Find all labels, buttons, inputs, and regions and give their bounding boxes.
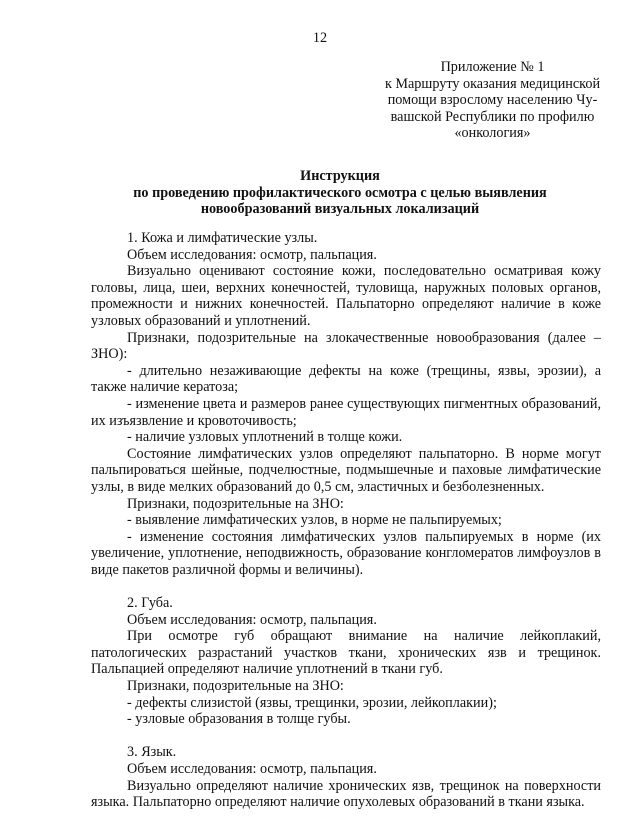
paragraph: - дефекты слизистой (язвы, трещинки, эрозии, лейкоплакии); <box>127 694 497 711</box>
appendix-line: «онкология» <box>454 125 531 141</box>
paragraph: Признаки, подозрительные на злокачественные новообразования (далее – ЗНО): <box>91 329 601 363</box>
paragraph: Состояние лимфатических узлов определяют пальпаторно. В норме могут пальпироваться шейные, подчелюстные, подмышечные и паховые лимфатические узлы, в виде мелких образований до 0,5 см, эластичных и безболезненных. <box>91 445 601 495</box>
title-line: новообразований визуальных локализаций <box>200 201 480 217</box>
paragraph: При осмотре губ обращают внимание на наличие лейкоплакий, патологических разрастаний участков ткани, хронических язв и трещинок. Пальпацией определяют наличие уплотнений в ткани губ. <box>91 628 601 678</box>
paragraph: - изменение цвета и размеров ранее существующих пигментных образований, их изъязвление и кровоточивость; <box>91 395 601 429</box>
paragraph: - изменение состояния лимфатических узлов пальпируемых в норме (их увеличение, уплотнение, неподвижность, образование конгломератов лимфоузлов в виде пакетов различной формы и величины). <box>91 528 601 578</box>
paragraph: Признаки, подозрительные на ЗНО: <box>127 495 344 512</box>
paragraph: - длительно незаживающие дефекты на коже (трещины, язвы, эрозии), а также наличие кератоза; <box>91 362 601 396</box>
paragraph: - выявление лимфатических узлов, в норме не пальпируемых; <box>127 512 502 529</box>
appendix-line: помощи взрослому населению Чу- <box>387 92 598 108</box>
paragraph: - узловые образования в толще губы. <box>127 711 351 728</box>
title-line: Инструкция <box>300 168 380 184</box>
paragraph: Визуально оценивают состояние кожи, последовательно осматривая кожу головы, лица, шеи, верхних конечностей, туловища, наружных половых органов, промежности и нижних конечностей. Пальпаторно определяют наличие в коже узловых образований и уплотнений. <box>91 263 601 329</box>
paragraph: Признаки, подозрительные на ЗНО: <box>127 678 344 695</box>
paragraph: Визуально определяют наличие хронических язв, трещинок на поверхности языка. Пальпаторно определяют наличие опухолевых образований в ткани языка. <box>91 777 601 811</box>
appendix-header <box>380 59 605 142</box>
title-line: по проведению профилактического осмотра с целью выявления <box>133 184 547 201</box>
paragraph: Объем исследования: осмотр, пальпация. <box>127 761 377 777</box>
paragraph: - наличие узловых уплотнений в толще кожи. <box>127 429 403 446</box>
section-heading: 1. Кожа и лимфатические узлы. <box>127 230 318 246</box>
appendix-line: к Маршруту оказания медицинской <box>384 75 601 92</box>
page-number: 12 <box>312 30 328 46</box>
document-title <box>40 168 640 218</box>
paragraph: Объем исследования: осмотр, пальпация. <box>127 246 377 263</box>
document-body <box>91 230 601 811</box>
appendix-line: вашской Республики по профилю <box>390 108 595 125</box>
section-heading: 3. Язык. <box>127 744 177 761</box>
section-heading: 2. Губа. <box>127 595 173 612</box>
appendix-line: Приложение № 1 <box>440 59 545 75</box>
paragraph: Объем исследования: осмотр, пальпация. <box>127 611 377 628</box>
